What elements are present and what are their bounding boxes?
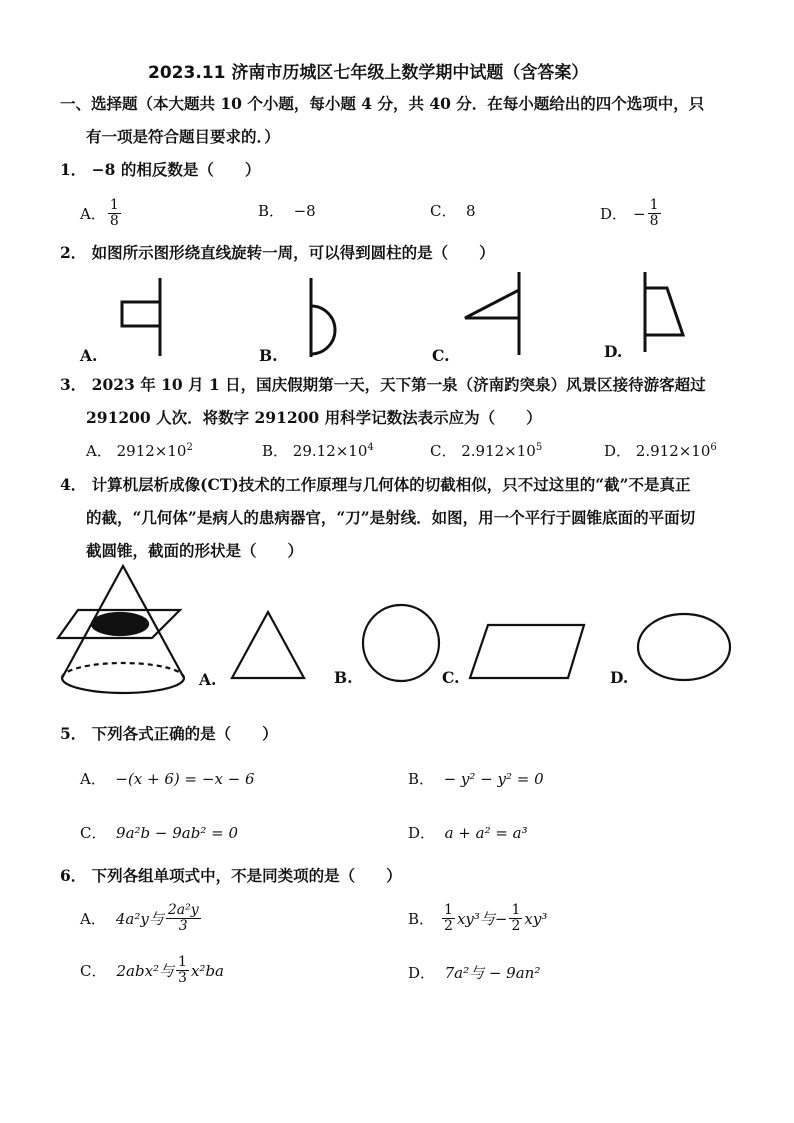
q3-d-exp: 6 <box>710 442 717 453</box>
q1-a-den: 8 <box>109 213 119 229</box>
q6-option-b <box>408 903 547 934</box>
q6-option-a <box>80 903 203 934</box>
q5-b-expr: − y² − y² = 0 <box>443 770 544 788</box>
q4-cone-base-back <box>62 663 184 678</box>
q6-b-tail: xy³ <box>524 909 548 928</box>
q3-b-text: B． 29.12×10 <box>262 442 368 460</box>
q6-c-fraction <box>176 955 189 986</box>
q6-b-fraction1 <box>442 903 455 934</box>
q3-d-text: D． 2.912×10 <box>604 442 711 460</box>
q3-a-text: A． 2912×10 <box>86 442 187 460</box>
q6-c-num: 1 <box>178 954 187 970</box>
q3-line1: 3． 2023 年 10 月 1 日，国庆假期第一天，天下第一泉（济南趵突泉）风景区接待游客超过 <box>60 375 706 394</box>
q6-a-fraction <box>166 903 201 934</box>
q3-line2: 291200 人次．将数字 291200 用科学记数法表示应为（ ） <box>86 408 542 427</box>
q3-a-exp: 2 <box>186 442 193 453</box>
q6-c-label: C． <box>80 962 107 980</box>
q5-b-label: B． <box>408 770 435 788</box>
q6-a-den: 3 <box>178 918 188 934</box>
q5-a-label: A． <box>80 770 106 788</box>
q6-a-num: 2a²y <box>167 902 199 918</box>
q3-c-exp: 5 <box>535 442 543 453</box>
q3-b-exp: 4 <box>367 442 374 453</box>
q1-d-den: 8 <box>649 213 659 229</box>
q6-b-fraction2 <box>509 903 522 934</box>
q2-label-c: C. <box>432 346 450 365</box>
section-heading-line1: 一、选择题（本大题共 10 个小题，每小题 4 分，共 40 分．在每小题给出的四个选项中，只 <box>60 94 705 113</box>
q1-d-sign: − <box>633 204 646 223</box>
q2-stem: 2． 如图所示图形绕直线旋转一周，可以得到圆柱的是（ ） <box>60 243 495 262</box>
q4-label-c: C. <box>442 668 460 687</box>
q2-label-d: D. <box>604 342 623 361</box>
q5-option-c <box>80 822 238 843</box>
q1-b-value: −8 <box>293 202 316 220</box>
q5-a-expr: −(x + 6) = −x − 6 <box>115 770 255 788</box>
q5-option-d <box>408 822 528 843</box>
q6-option-d <box>408 962 540 983</box>
q4-label-d: D. <box>610 668 629 687</box>
section-heading-line2: 有一项是符合题目要求的．） <box>86 127 280 146</box>
q4-line2: 的截，“几何体”是病人的患病器官，“刀”是射线．如图，用一个平行于圆锥底面的平面切 <box>86 508 696 527</box>
q5-c-expr: 9a²b − 9ab² = 0 <box>116 824 238 842</box>
q4-line3: 截圆锥，截面的形状是（ ） <box>86 541 304 560</box>
q4-c-parallelogram <box>470 625 584 678</box>
q4-a-triangle <box>232 612 304 678</box>
q5-stem: 5． 下列各式正确的是（ ） <box>60 724 278 743</box>
q2-label-b: B. <box>259 346 278 365</box>
q5-option-b <box>408 768 544 789</box>
q1-a-num: 1 <box>109 197 119 213</box>
q6-a-expr: 4a²y与 <box>115 910 164 928</box>
q6-option-c <box>80 955 224 986</box>
q6-d-expr: 7a²与 − 9an² <box>444 964 541 982</box>
q6-b-den1: 2 <box>444 918 453 934</box>
q1-stem: 1． −8 的相反数是（ ） <box>60 160 261 179</box>
q6-b-mid: xy³与− <box>456 910 508 928</box>
q4-cone-base-front <box>62 678 184 693</box>
q4-label-a: A. <box>199 670 217 689</box>
q4-cross-section <box>92 613 148 635</box>
q1-d-label: D． <box>600 205 628 223</box>
q1-a-label: A． <box>80 205 106 223</box>
q6-stem: 6． 下列各组单项式中，不是同类项的是（ ） <box>60 866 402 885</box>
q2-label-a: A. <box>80 346 98 365</box>
q6-b-num1: 1 <box>444 902 453 918</box>
q5-d-expr: a + a² = a³ <box>444 824 528 842</box>
q4-d-ellipse <box>638 614 730 680</box>
q1-d-num: 1 <box>649 197 659 213</box>
q4-line1: 4． 计算机层析成像(CT)技术的工作原理与几何体的切截相似，只不过这里的“截”不是真正 <box>60 475 691 494</box>
q5-option-a <box>80 768 255 789</box>
q6-b-num2: 1 <box>511 902 521 918</box>
q6-b-den2: 2 <box>511 918 521 934</box>
q5-c-label: C． <box>80 824 107 842</box>
q5-d-label: D． <box>408 824 436 842</box>
q6-c-expr: 2abx²与 <box>116 962 175 980</box>
q4-label-b: B. <box>334 668 353 687</box>
q6-c-den: 3 <box>178 970 187 986</box>
q6-a-label: A． <box>80 910 106 928</box>
q4-b-circle <box>363 605 439 681</box>
q6-d-label: D． <box>408 964 436 982</box>
q1-c-value: 8 <box>466 202 476 220</box>
q1-b-label: B． <box>258 202 285 220</box>
q6-b-label: B． <box>408 910 435 928</box>
q1-c-label: C． <box>430 202 457 220</box>
page-title: 2023.11 济南市历城区七年级上数学期中试题（含答案） <box>148 63 589 83</box>
q6-c-tail: x²ba <box>190 961 224 980</box>
q3-c-text: C． 2.912×10 <box>430 442 536 460</box>
